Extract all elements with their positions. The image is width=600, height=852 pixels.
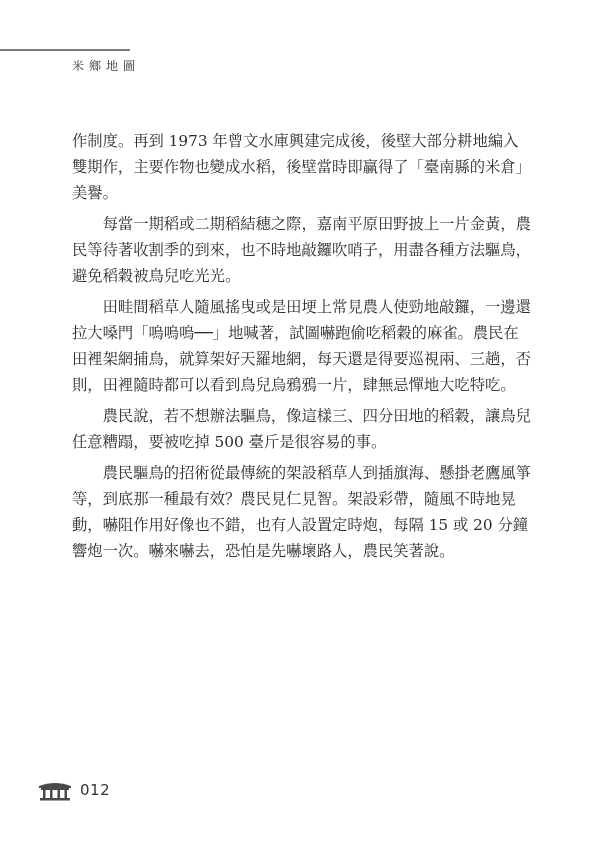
page-number: 012 bbox=[80, 781, 111, 799]
body-text bbox=[72, 128, 532, 569]
paragraph: 每當一期稻或二期稻結穗之際，嘉南平原田野披上一片金黃，農民等待著收割季的到來，也不時地敲鑼吹哨子，用盡各種方法驅鳥，避免稻穀被鳥兒吃光光。 bbox=[72, 215, 531, 285]
pavilion-icon bbox=[38, 779, 72, 801]
header-rule bbox=[0, 49, 130, 51]
running-title: 米鄉地圖 bbox=[72, 59, 141, 73]
paragraph: 農民驅鳥的招術從最傳統的架設稻草人到插旗海、懸掛老鷹風箏等，到底那一種最有效？農民見仁見智。架設彩帶，隨風不時地晃動，嚇阻作用好像也不錯，也有人設置定時炮，每隔 15 或 20 分鐘響炮一次。嚇來嚇去，恐怕是先嚇壞路人，農民笑著說。 bbox=[72, 464, 531, 560]
paragraph: 農民說，若不想辦法驅鳥，像這樣三、四分田地的稻穀，讓鳥兒任意糟蹋，要被吃掉 500 臺斤是很容易的事。 bbox=[72, 407, 531, 451]
paragraph: 田畦間稻草人隨風搖曳或是田埂上常見農人使勁地敲鑼，一邊還拉大嗓門「嗚嗚嗚──」地喊著，試圖嚇跑偷吃稻穀的麻雀。農民在田裡架網捕鳥，就算架好天羅地網，每天還是得要巡視兩、三趟，否則，田裡隨時都可以看到鳥兒烏鴉鴉一片，肆無忌憚地大吃特吃。 bbox=[72, 298, 531, 394]
page-footer bbox=[38, 778, 110, 802]
paragraph: 作制度。再到 1973 年曾文水庫興建完成後，後壁大部分耕地編入雙期作，主要作物也變成水稻，後壁當時即贏得了「臺南縣的米倉」美譽。 bbox=[72, 132, 531, 202]
